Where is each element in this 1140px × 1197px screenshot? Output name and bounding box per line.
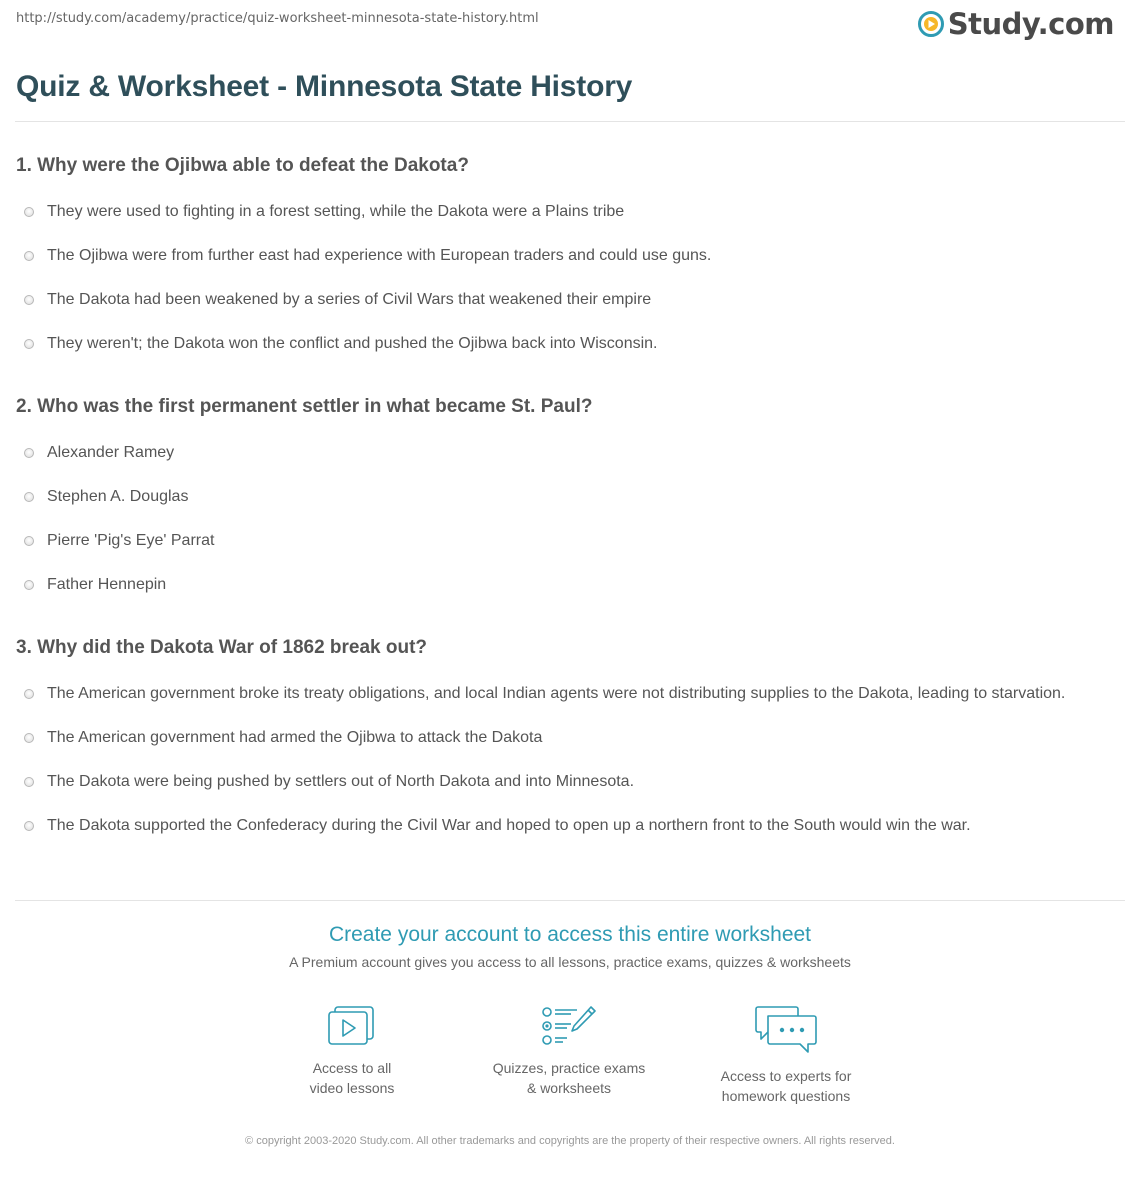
radio-button-icon[interactable] (24, 689, 34, 699)
answer-text: Pierre 'Pig's Eye' Parrat (47, 532, 215, 549)
radio-button-icon[interactable] (24, 580, 34, 590)
answer-option[interactable] (16, 724, 1116, 752)
radio-button-icon[interactable] (24, 207, 34, 217)
radio-button-icon[interactable] (24, 492, 34, 502)
question-text: 1. Why were the Ojibwa able to defeat the Dakota? (16, 155, 469, 176)
answer-text: They weren't; the Dakota won the conflict and pushed the Ojibwa back into Wisconsin. (47, 335, 658, 352)
answer-text: Father Hennepin (47, 576, 167, 593)
feature-label-line: Access to experts for (720, 1068, 852, 1084)
cta-divider (15, 900, 1125, 901)
question-1 (16, 154, 1116, 358)
radio-button-icon[interactable] (24, 295, 34, 305)
feature-label-line: Quizzes, practice exams (492, 1060, 646, 1076)
video-lessons-icon (326, 1004, 378, 1048)
answer-text: Stephen A. Douglas (47, 488, 189, 505)
answer-option[interactable] (16, 768, 1116, 796)
answer-text: The Dakota were being pushed by settlers out of North Dakota and into Minnesota. (47, 773, 635, 790)
answer-text: They were used to fighting in a forest setting, while the Dakota were a Plains tribe (47, 203, 625, 220)
question-text: 3. Why did the Dakota War of 1862 break out? (16, 637, 428, 658)
logo-text: Study.com (947, 7, 1114, 41)
page-title: Quiz & Worksheet - Minnesota State History (16, 70, 633, 103)
cta-headline[interactable]: Create your account to access this entire worksheet (328, 923, 812, 946)
play-logo-icon (918, 11, 944, 37)
source-url: http://study.com/academy/practice/quiz-worksheet-minnesota-state-history.html (16, 11, 539, 26)
radio-button-icon[interactable] (24, 821, 34, 831)
copyright-notice: © copyright 2003-2020 Study.com. All other trademarks and copyrights are the property of their respective owners. All rights reserved. (245, 1135, 895, 1147)
answer-option[interactable] (16, 812, 1116, 840)
answer-option[interactable] (16, 198, 1116, 226)
answer-text: The Dakota had been weakened by a series of Civil Wars that weakened their empire (47, 291, 652, 308)
question-2 (16, 395, 1116, 599)
feature-quizzes (479, 1004, 659, 1098)
answer-text: Alexander Ramey (47, 444, 175, 461)
radio-button-icon[interactable] (24, 251, 34, 261)
radio-button-icon[interactable] (24, 448, 34, 458)
answer-option[interactable] (16, 330, 1116, 358)
answer-text: The Dakota supported the Confederacy during the Civil War and hoped to open up a northern front to the South would win the war. (47, 817, 971, 834)
answer-option[interactable] (16, 483, 1116, 511)
feature-label-line: & worksheets (526, 1080, 612, 1096)
radio-button-icon[interactable] (24, 777, 34, 787)
answer-option[interactable] (16, 680, 1116, 708)
feature-label-line: homework questions (721, 1088, 851, 1104)
question-3 (16, 636, 1116, 840)
radio-button-icon[interactable] (24, 733, 34, 743)
feature-label-line: Access to all (312, 1060, 392, 1076)
answer-option[interactable] (16, 242, 1116, 270)
answer-option[interactable] (16, 286, 1116, 314)
answer-option[interactable] (16, 527, 1116, 555)
answer-text: The American government broke its treaty obligations, and local Indian agents were not distributing supplies to the Dakota, leading to starvation. (47, 685, 1066, 702)
quiz-checklist-icon (541, 1004, 597, 1048)
answer-text: The Ojibwa were from further east had experience with European traders and could use guns. (47, 247, 712, 264)
cta-subtitle: A Premium account gives you access to all lessons, practice exams, quizzes & worksheets (289, 954, 851, 970)
study-logo[interactable] (918, 7, 1114, 41)
chat-bubbles-icon (754, 1004, 818, 1056)
answer-option[interactable] (16, 439, 1116, 467)
radio-button-icon[interactable] (24, 339, 34, 349)
question-list (16, 154, 1116, 856)
question-text: 2. Who was the first permanent settler in what became St. Paul? (16, 396, 593, 417)
radio-button-icon[interactable] (24, 536, 34, 546)
feature-label-line: video lessons (309, 1080, 395, 1096)
feature-video-lessons (262, 1004, 442, 1098)
answer-option[interactable] (16, 571, 1116, 599)
answer-text: The American government had armed the Ojibwa to attack the Dakota (47, 729, 543, 746)
title-divider (15, 121, 1125, 122)
feature-experts (696, 1004, 876, 1106)
